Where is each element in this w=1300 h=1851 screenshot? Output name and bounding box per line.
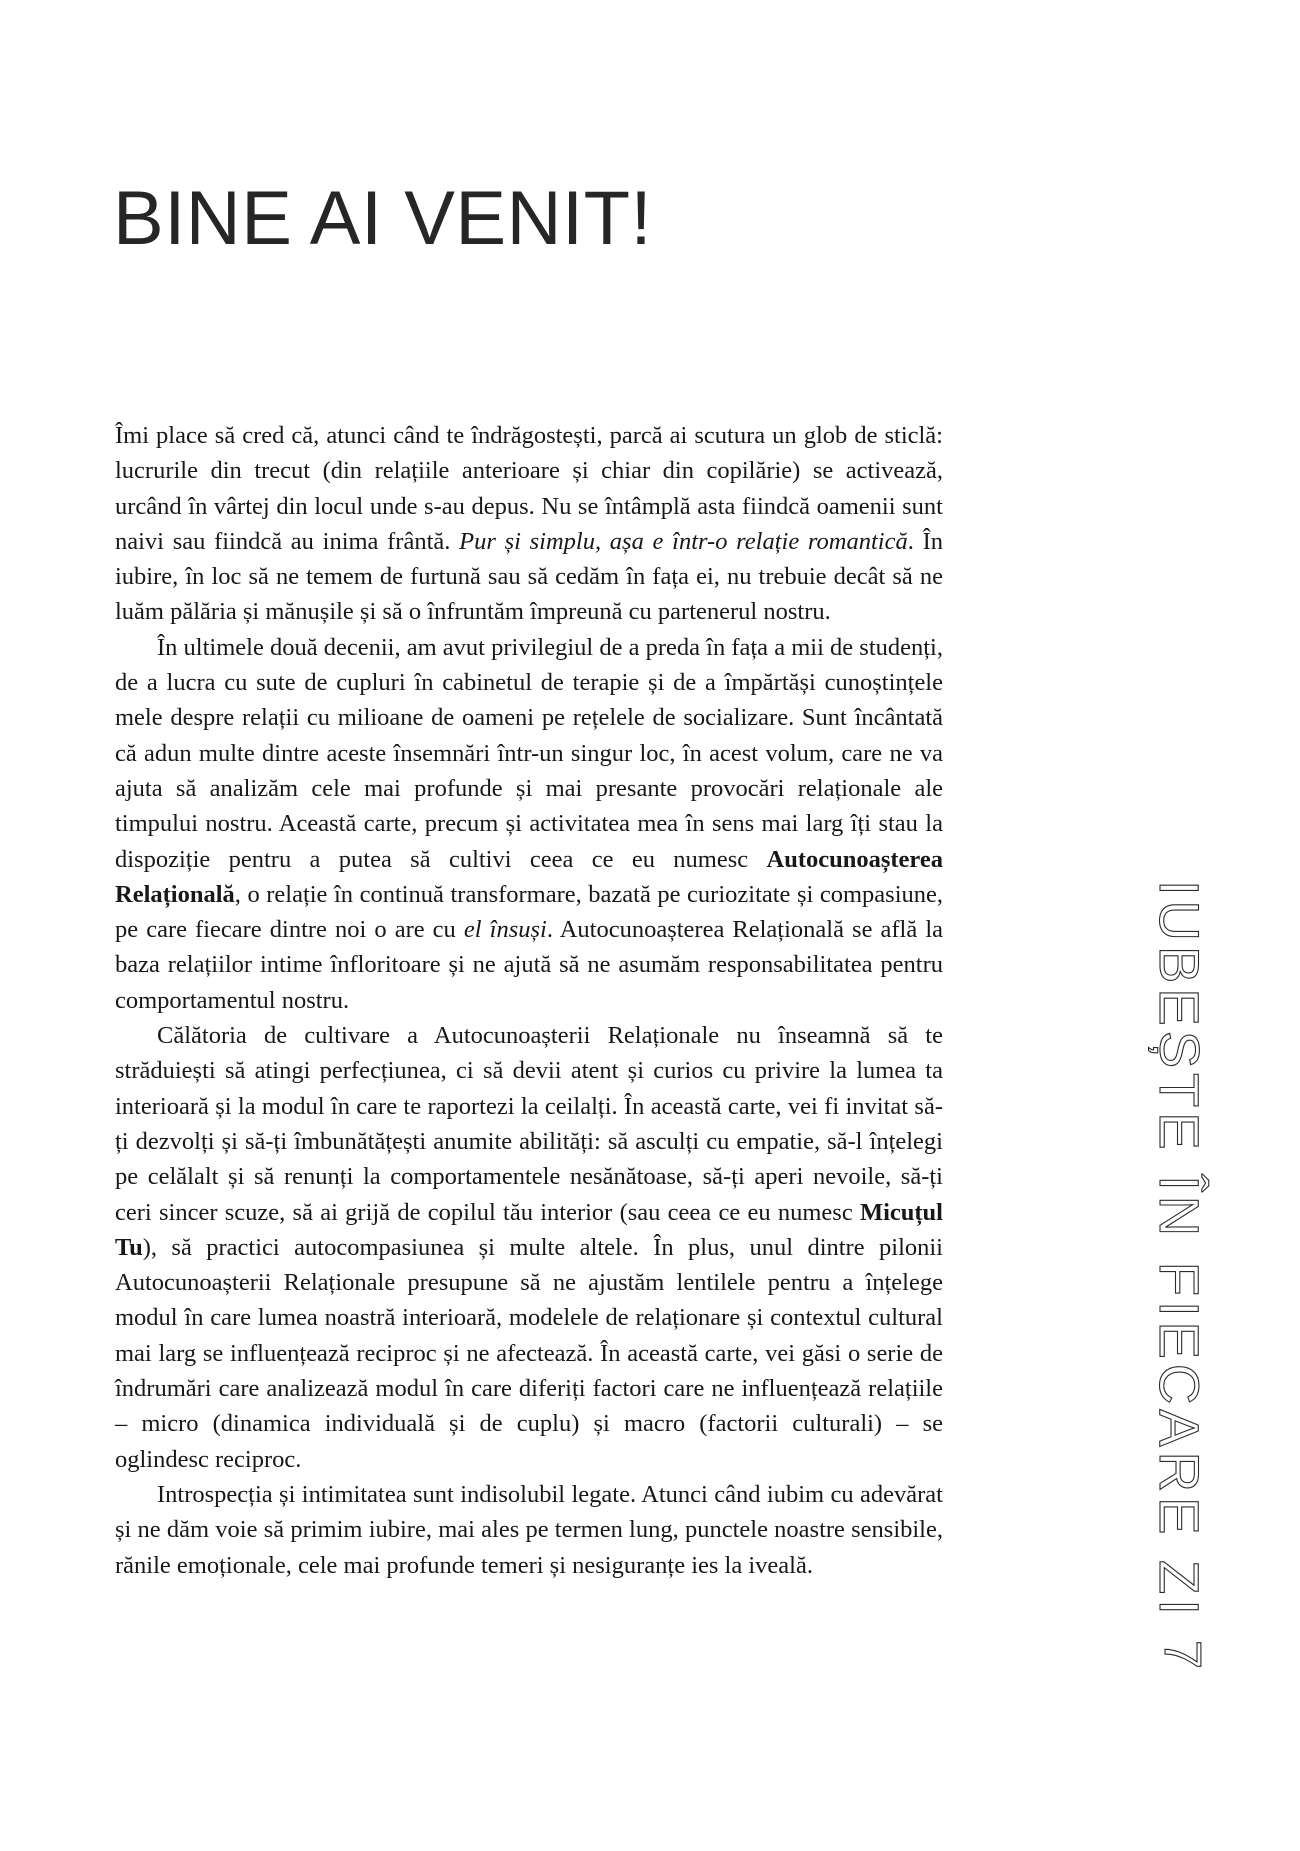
- paragraph: [115, 418, 943, 630]
- text-run: . Autocunoașterea Relațională se află la baza relațiilor intime înfloritoare și ne ajută să ne asumăm responsabilitatea pentru comportamentul nostru.: [115, 916, 943, 1014]
- page-number: 7: [1153, 1640, 1211, 1669]
- page-title: BINE AI VENIT!: [113, 175, 653, 261]
- paragraph: [115, 1477, 943, 1583]
- strong-text: Autocunoașterea Relațională: [115, 845, 943, 908]
- emphasis-text: el însuși: [463, 916, 547, 944]
- text-run: . În iubire, în loc să ne temem de furtună sau să cedăm în fața ei, nu trebuie decât să ne luăm pălăria și mănușile și să o înfruntăm împreună cu partenerul nostru.: [115, 527, 943, 626]
- text-run: Călătoria de cultivare a Autocunoașterii Relaționale nu înseamnă să te străduiești să atingi perfecțiunea, ci să devii atent și curios cu privire la lumea ta interioară și la modul în care te raportezi la ceilalți. În această carte, vei fi invitat să-ți dezvolți și să-ți îmbunătățești anumite abilități: să asculți cu empatie, să-l înțelegi pe celălalt și să renunți la comportamentele nesănătoase, să-ți aperi nevoile, să-ți ceri sincer scuze, să ai grijă de copilul tău interior (sau ceea ce eu numesc: [115, 1022, 943, 1226]
- paragraph: [115, 630, 943, 1018]
- text-run: În ultimele două decenii, am avut privilegiul de a preda în fața a mii de studenți, de a lucra cu sute de cupluri în cabinetul de terapie și de a împărtăși cunoștințele mele despre relații cu milioane de oameni pe rețelele de socializare. Sunt încântată că adun multe dintre aceste însemnări într-un singur loc, în acest volum, care ne va ajuta să analizăm cele mai profunde și mai presante provocări relaționale ale timpului nostru. Această carte, precum și activitatea mea în sens mai larg îți stau la dispoziție pentru a putea să cultivi ceea ce eu numesc: [115, 633, 943, 873]
- text-run: Introspecția și intimitatea sunt indisolubil legate. Atunci când iubim cu adevărat și ne dăm voie să primim iubire, mai ales pe termen lung, punctele noastre sensibile, rănile emoționale, cele mai profunde temeri și nesiguranțe ies la iveală.: [115, 1480, 943, 1579]
- text-run: Îmi place să cred că, atunci când te îndrăgostești, parcă ai scutura un glob de sticlă: lucrurile din trecut (din relațiile anterioare și chiar din copilărie) se activează, urcând în vârtej din locul unde s-au depus. Nu se întâmplă asta fiindcă oamenii sunt naivi sau fiindcă au inima frântă.: [115, 422, 943, 555]
- body-text-column: [115, 418, 943, 1583]
- text-run: ), să practici autocompasiunea și multe altele. În plus, unul dintre pilonii Autocunoașterii Relaționale presupune să ne ajustăm lentilele pentru a înțelege modul în care lumea noastră interioară, modelele de relaționare și contextul cultural mai larg se influențează reciproc și ne afectează. În această carte, vei găsi o serie de îndrumări care analizează modul în care diferiți factori care ne influențează relațiile – micro (dinamica individuală și de cuplu) și macro (factorii culturali) – se oglindesc reciproc.: [115, 1233, 943, 1473]
- paragraph: [115, 1018, 943, 1477]
- running-head: IUBEȘTE ÎN FIECARE ZI: [1148, 880, 1211, 1620]
- text-run: , o relație în continuă transformare, bazată pe curiozitate și compasiune, pe care fiecare dintre noi o are cu: [115, 880, 943, 944]
- strong-text: Micuțul Tu: [115, 1198, 943, 1261]
- emphasis-text: Pur și simplu, așa e într-o relație romantică: [459, 527, 908, 555]
